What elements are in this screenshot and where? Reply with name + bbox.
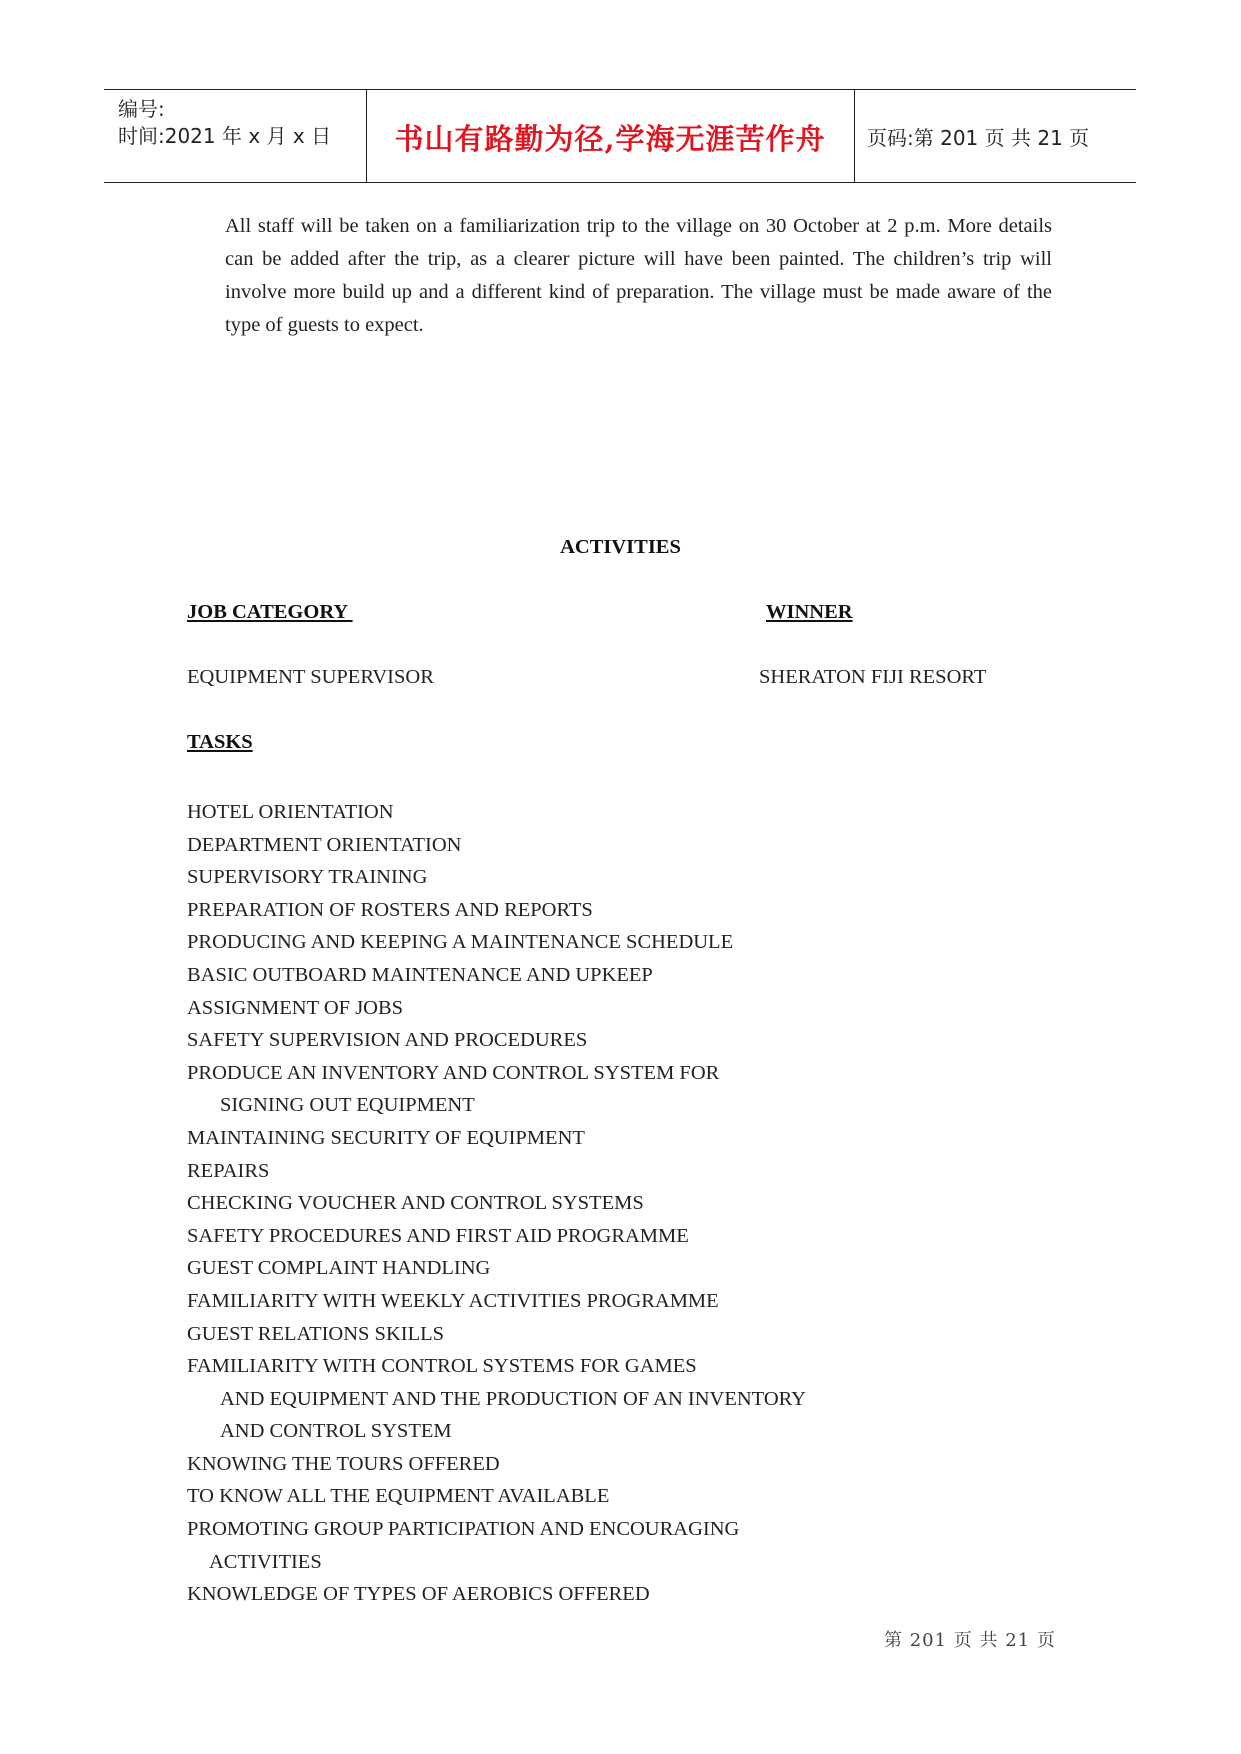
intro-paragraph: All staff will be taken on a familiarization trip to the village on 30 October at 2 p.m. More details can be added after the trip, as a clearer picture will have been painted. The children’s trip will involve more build up and a different kind of preparation. The village must be made aware of the type of guests to expect. <box>225 215 1052 336</box>
task-item-continuation: AND EQUIPMENT AND THE PRODUCTION OF AN INVENTORY <box>220 1387 806 1410</box>
winner-heading: WINNER <box>766 601 853 623</box>
task-item: KNOWING THE TOURS OFFERED <box>187 1452 500 1475</box>
time-label: 时间:2021 年 x 月 x 日 <box>118 124 332 148</box>
task-item-continuation: AND CONTROL SYSTEM <box>220 1420 452 1443</box>
task-item: DEPARTMENT ORIENTATION <box>187 833 462 856</box>
task-item: GUEST COMPLAINT HANDLING <box>187 1257 491 1280</box>
task-item: PROMOTING GROUP PARTICIPATION AND ENCOURAGING <box>187 1518 740 1541</box>
task-item: ASSIGNMENT OF JOBS <box>187 996 404 1019</box>
page-header <box>104 89 1136 183</box>
task-item: SUPERVISORY TRAINING <box>187 866 428 889</box>
header-motto: 书山有路勤为径,学海无涯苦作舟 <box>394 122 826 156</box>
task-item-continuation: ACTIVITIES <box>209 1550 322 1573</box>
task-item: REPAIRS <box>187 1159 270 1182</box>
header-motto-cell <box>366 90 855 182</box>
task-item: SAFETY PROCEDURES AND FIRST AID PROGRAMME <box>187 1224 689 1247</box>
task-item-continuation: SIGNING OUT EQUIPMENT <box>220 1094 475 1117</box>
tasks-heading: TASKS <box>187 731 253 753</box>
task-item: PREPARATION OF ROSTERS AND REPORTS <box>187 898 593 921</box>
job-category-heading: JOB CATEGORY <box>187 601 353 623</box>
task-item: PRODUCING AND KEEPING A MAINTENANCE SCHEDULE <box>187 931 734 954</box>
task-item: BASIC OUTBOARD MAINTENANCE AND UPKEEP <box>187 963 653 986</box>
activities-title: ACTIVITIES <box>560 536 681 558</box>
task-item: TO KNOW ALL THE EQUIPMENT AVAILABLE <box>187 1485 610 1508</box>
task-item: MAINTAINING SECURITY OF EQUIPMENT <box>187 1126 585 1149</box>
number-label: 编号: <box>118 97 165 121</box>
task-item: GUEST RELATIONS SKILLS <box>187 1322 445 1345</box>
task-item: KNOWLEDGE OF TYPES OF AEROBICS OFFERED <box>187 1583 650 1606</box>
winner-value: SHERATON FIJI RESORT <box>759 666 987 688</box>
header-meta-cell <box>104 90 367 182</box>
task-item: HOTEL ORIENTATION <box>187 801 394 823</box>
page-footer: 第 201 页 共 21 页 <box>884 1630 1056 1651</box>
header-page-cell <box>855 90 1136 182</box>
task-item: SAFETY SUPERVISION AND PROCEDURES <box>187 1029 588 1052</box>
task-item: FAMILIARITY WITH CONTROL SYSTEMS FOR GAMES <box>187 1355 697 1378</box>
job-category-value: EQUIPMENT SUPERVISOR <box>187 666 434 688</box>
task-item: CHECKING VOUCHER AND CONTROL SYSTEMS <box>187 1192 644 1215</box>
task-item: PRODUCE AN INVENTORY AND CONTROL SYSTEM FOR <box>187 1061 720 1084</box>
tasks-list <box>187 796 806 1611</box>
header-page-info: 页码:第 201 页 共 21 页 <box>867 126 1090 150</box>
task-item: FAMILIARITY WITH WEEKLY ACTIVITIES PROGRAMME <box>187 1289 719 1312</box>
